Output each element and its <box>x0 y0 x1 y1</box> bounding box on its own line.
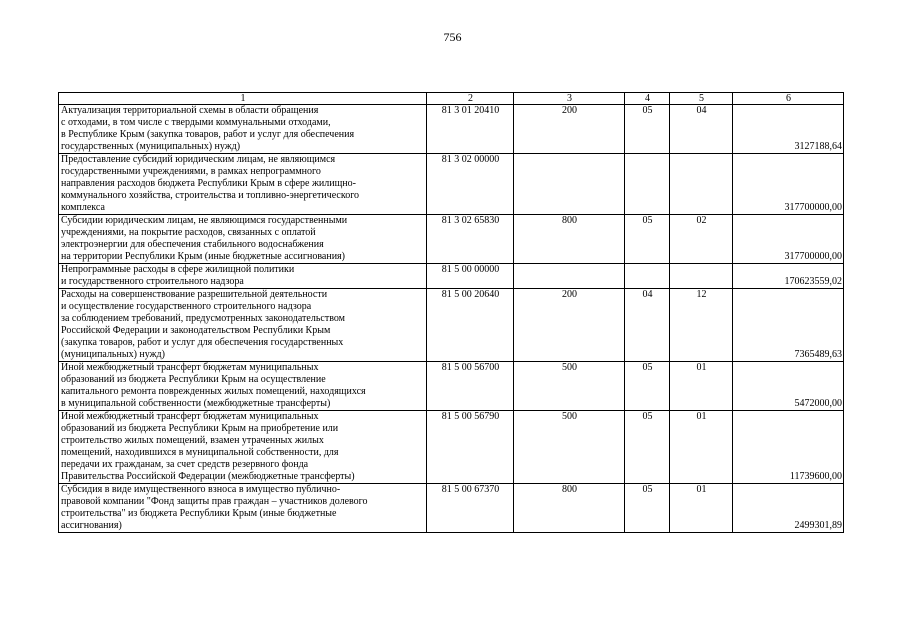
column-header: 4 <box>625 93 670 105</box>
row-amount: 5472000,00 <box>733 362 844 411</box>
row-description: Субсидии юридическим лицам, не являющимся государственными учреждениями, на покрытие расходов, связанных с оплатой электроэнергии для обеспечения стабильного водоснабжения на территории Республики Крым (иные бюджетные ассигнования) <box>59 215 427 264</box>
row-target-code: 81 3 02 00000 <box>427 154 514 215</box>
row-description: Иной межбюджетный трансферт бюджетам муниципальных образований из бюджета Республики Крым на осуществление капитального ремонта поврежденных жилых помещений, находящихся в муниципальной собственности (межбюджетные трансферты) <box>59 362 427 411</box>
table-row <box>59 362 844 411</box>
column-header: 2 <box>427 93 514 105</box>
row-target-code: 81 3 02 65830 <box>427 215 514 264</box>
table-row <box>59 105 844 154</box>
row-target-code: 81 5 00 00000 <box>427 264 514 289</box>
row-amount: 11739600,00 <box>733 411 844 484</box>
row-section <box>625 154 670 215</box>
row-subsection: 04 <box>670 105 733 154</box>
row-amount: 317700000,00 <box>733 215 844 264</box>
row-subsection: 01 <box>670 484 733 533</box>
row-section <box>625 264 670 289</box>
row-expense-type: 800 <box>514 215 625 264</box>
row-description: Предоставление субсидий юридическим лицам, не являющимся государственными учреждениями, в рамках непрограммного направления расходов бюджета Республики Крым в сфере жилищно- коммунального хозяйства, строительства и топливно-энергетического комплекса <box>59 154 427 215</box>
row-amount: 317700000,00 <box>733 154 844 215</box>
row-amount: 2499301,89 <box>733 484 844 533</box>
row-section: 05 <box>625 105 670 154</box>
page-number: 756 <box>443 30 462 44</box>
row-description: Непрограммные расходы в сфере жилищной политики и государственного строительного надзора <box>59 264 427 289</box>
row-expense-type: 500 <box>514 362 625 411</box>
table-row <box>59 411 844 484</box>
column-header: 3 <box>514 93 625 105</box>
row-amount: 7365489,63 <box>733 289 844 362</box>
row-section: 04 <box>625 289 670 362</box>
table-row <box>59 154 844 215</box>
row-target-code: 81 5 00 56790 <box>427 411 514 484</box>
row-subsection <box>670 154 733 215</box>
row-amount: 170623559,02 <box>733 264 844 289</box>
row-description: Расходы на совершенствование разрешительной деятельности и осуществление государственного строительного надзора за соблюдением требований, предусмотренных законодательством Российской Федерации и законодательством Республики Крым (закупка товаров, работ и услуг для обеспечения государственных (муниципальных) нужд) <box>59 289 427 362</box>
row-target-code: 81 5 00 56700 <box>427 362 514 411</box>
row-target-code: 81 5 00 67370 <box>427 484 514 533</box>
table-row <box>59 484 844 533</box>
row-description: Актуализация территориальной схемы в области обращения с отходами, в том числе с твердыми коммунальными отходами, в Республике Крым (закупка товаров, работ и услуг для обеспечения государственных (муниципальных) нужд) <box>59 105 427 154</box>
row-description: Иной межбюджетный трансферт бюджетам муниципальных образований из бюджета Республики Крым на приобретение или строительство жилых помещений, взамен утраченных жилых помещений, находившихся в муниципальной собственности, для передачи их гражданам, за счет средств резервного фонда Правительства Российской Федерации (межбюджетные трансферты) <box>59 411 427 484</box>
row-expense-type <box>514 264 625 289</box>
row-description: Субсидия в виде имущественного взноса в имущество публично- правовой компании "Фонд защиты прав граждан – участников долевого строительства" из бюджета Республики Крым (иные бюджетные ассигнования) <box>59 484 427 533</box>
row-subsection: 01 <box>670 362 733 411</box>
row-target-code: 81 3 01 20410 <box>427 105 514 154</box>
column-header: 1 <box>59 93 427 105</box>
row-subsection: 02 <box>670 215 733 264</box>
row-section: 05 <box>625 411 670 484</box>
row-subsection: 12 <box>670 289 733 362</box>
table-row <box>59 289 844 362</box>
row-section: 05 <box>625 215 670 264</box>
row-section: 05 <box>625 484 670 533</box>
row-subsection: 01 <box>670 411 733 484</box>
row-subsection <box>670 264 733 289</box>
budget-table <box>58 92 844 533</box>
column-header: 6 <box>733 93 844 105</box>
row-expense-type: 500 <box>514 411 625 484</box>
header-row <box>59 93 844 105</box>
table-row <box>59 215 844 264</box>
column-header: 5 <box>670 93 733 105</box>
row-expense-type: 200 <box>514 289 625 362</box>
table-row <box>59 264 844 289</box>
row-expense-type: 800 <box>514 484 625 533</box>
row-amount: 3127188,64 <box>733 105 844 154</box>
row-target-code: 81 5 00 20640 <box>427 289 514 362</box>
row-expense-type <box>514 154 625 215</box>
row-section: 05 <box>625 362 670 411</box>
row-expense-type: 200 <box>514 105 625 154</box>
